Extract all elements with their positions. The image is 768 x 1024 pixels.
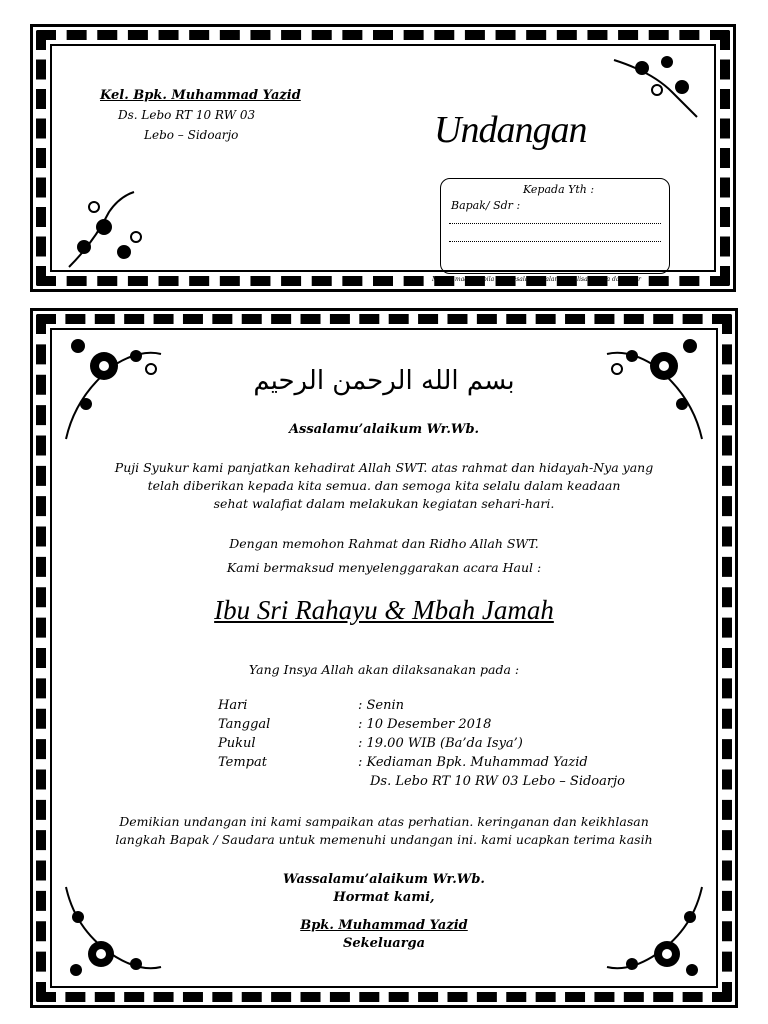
schedule-label-place: Tempat [218,755,267,770]
farewell: Wassalamu’alaikum Wr.Wb. [283,872,485,887]
schedule-value-place-address: Ds. Lebo RT 10 RW 03 Lebo – Sidoarjo [370,774,625,789]
schedule-value-time: : 19.00 WIB (Ba’da Isya’) [358,736,523,751]
family-signoff: Sekeluarga [342,936,426,951]
honoree-name: Ibu Sri Rahayu & Mbah Jamah [214,595,554,625]
envelope-card [30,24,736,292]
closing-paragraph-line-2: langkah Bapak / Saudara untuk memenuhi undangan ini. kami ucapkan terima kasih [115,832,653,847]
closing-paragraph-line-1: Demikian undangan ini kami sampaikan atas perhatian. keringanan dan keikhlasan [119,814,649,829]
letter-card [30,308,738,1008]
basmala-calligraphy: بسم الله الرحمن الرحيم [253,366,515,396]
prayer-line: Dengan memohon Rahmat dan Ridho Allah SWT. [229,536,539,551]
flower-ornament-top-right [612,52,702,122]
sender-address-line-2: Lebo – Sidoarjo [144,128,239,142]
opening-paragraph-line-3: sehat walafiat dalam melakukan kegiatan sehari-hari. [213,496,555,511]
schedule-label-time: Pukul [218,736,256,751]
to-label: Kepada Yth : [523,183,595,196]
schedule-label-date: Tanggal [218,717,271,732]
schedule-value-day: : Senin [358,698,405,713]
envelope-inner-panel [50,44,716,283]
schedule-value-date: : 10 Desember 2018 [358,717,492,732]
sender-address-line-1: Ds. Lebo RT 10 RW 03 [118,108,256,122]
schedule-label-day: Hari [218,698,248,713]
sender-name: Kel. Bpk. Muhammad Yazid [100,88,301,103]
invitation-title: Undangan [434,109,587,151]
recipient-label: Bapak/ Sdr : [451,199,521,212]
regards: Hormat kami, [333,890,435,905]
recipient-line-1 [449,223,661,224]
schedule-intro: Yang Insya Allah akan dilaksanakan pada : [248,662,520,677]
opening-paragraph-line-2: telah diberikan kepada kita semua. dan semoga kita selalu dalam keadaan [147,478,621,493]
flower-ornament-bottom-left [64,182,154,272]
letter-inner-panel [50,328,718,988]
recipient-address-box [440,178,670,274]
greeting: Assalamu’alaikum Wr.Wb. [288,422,480,437]
signatory-name: Bpk. Muhammad Yazid [300,918,468,933]
recipient-line-2 [449,241,661,242]
opening-paragraph-line-1: Puji Syukur kami panjatkan kehadirat Allah SWT. atas rahmat dan hidayah-Nya yang [114,460,654,475]
apology-note: Mohon maaf apabila ada kesalahan dalam Penulisan nama dan gelar [432,276,641,283]
event-intro-line: Kami bermaksud menyelenggarakan acara Haul : [226,560,542,575]
schedule-value-place: : Kediaman Bpk. Muhammad Yazid [358,755,588,770]
